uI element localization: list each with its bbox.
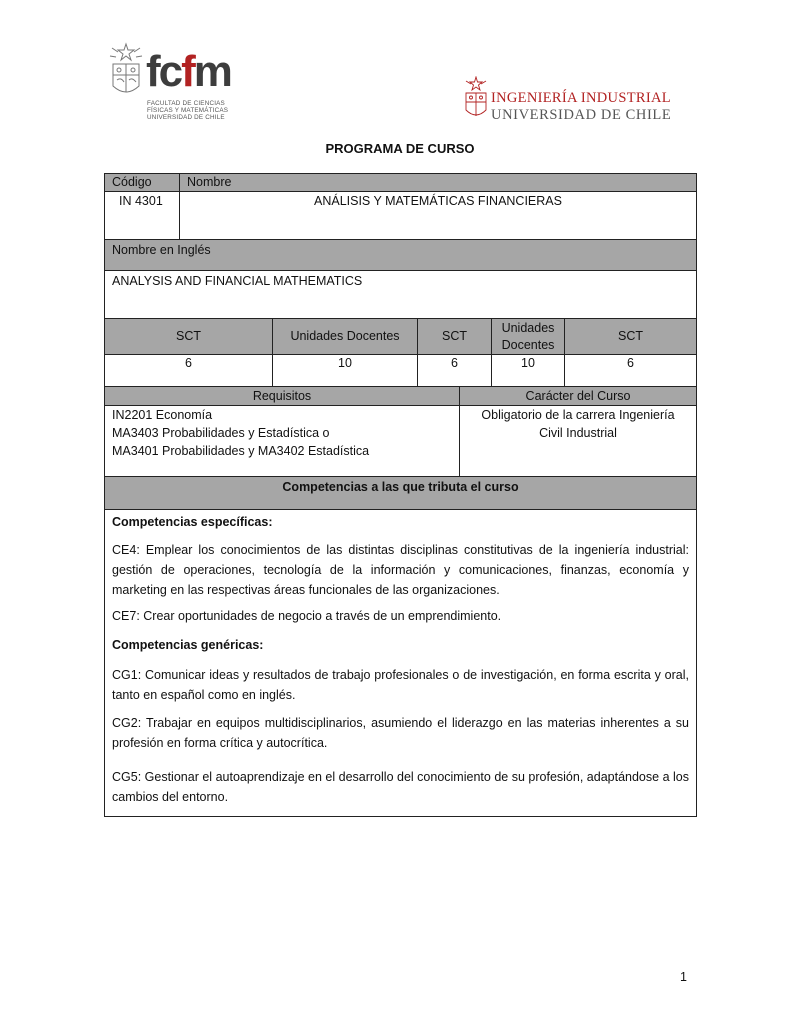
competency-cg2: CG2: Trabajar en equipos multidisciplinarios, asumiendo el liderazgo en las materias inherentes a su profesión en forma crítica y autocrítica. [112, 716, 689, 750]
code-header-cell [104, 173, 180, 192]
department-title: INGENIERÍA INDUSTRIAL [491, 90, 671, 106]
page-number: 1 [680, 970, 687, 984]
competency-cg5: CG5: Gestionar el autoaprendizaje en el desarrollo del conocimiento de su profesión, adaptándose a los cambios del entorno. [112, 770, 689, 804]
competency-cg1: CG1: Comunicar ideas y resultados de trabajo profesionales o de investigación, en forma escrita y oral, tanto en español como en inglés. [112, 668, 689, 702]
requisites-value-cell [104, 405, 460, 477]
english-name-header-cell [104, 239, 697, 271]
specific-heading: Competencias específicas: [112, 515, 273, 529]
name-value-cell [179, 191, 697, 240]
credits-value-cell [272, 354, 418, 387]
code-value-cell [104, 191, 180, 240]
credits-header: Unidades Docentes [290, 329, 400, 343]
credits-header: Unidades Docentes [501, 321, 555, 352]
ingenieria-industrial-logo [463, 76, 673, 124]
english-name-value-cell [104, 270, 697, 319]
competencies-header-cell [104, 476, 697, 510]
english-name: ANALYSIS AND FINANCIAL MATHEMATICS [112, 274, 363, 288]
character-value-cell [459, 405, 697, 477]
credits-value-cell [104, 354, 273, 387]
credits-header-cell [272, 318, 418, 355]
generic-heading: Competencias genéricas: [112, 638, 264, 652]
university-seal-icon [463, 76, 489, 122]
credits-value: 10 [338, 356, 352, 370]
credits-value: 6 [185, 356, 192, 370]
credits-header: SCT [618, 329, 643, 343]
credits-header-cell [104, 318, 273, 355]
course-code: IN 4301 [119, 194, 163, 208]
credits-value-cell [564, 354, 697, 387]
character-label: Carácter del Curso [525, 389, 631, 403]
requisite-item: MA3403 Probabilidades y Estadística o [112, 426, 330, 440]
credits-header: SCT [442, 329, 467, 343]
credits-header-cell [491, 318, 565, 355]
name-label: Nombre [187, 175, 232, 189]
competency-ce4: CE4: Emplear los conocimientos de las distintas disciplinas constitutivas de la ingeniería industrial: gestión de operaciones, tecnología de la información y comunicaciones, finanzas, economía y marketing en las respectivas áreas funcionales de las organizaciones. [112, 543, 689, 597]
credits-value: 6 [627, 356, 634, 370]
course-name: ANÁLISIS Y MATEMÁTICAS FINANCIERAS [314, 194, 562, 208]
university-seal-icon [108, 42, 144, 100]
credits-header: SCT [176, 329, 201, 343]
requisite-item: MA3401 Probabilidades y MA3402 Estadística [112, 444, 370, 458]
university-name: UNIVERSIDAD DE CHILE [491, 107, 672, 123]
credits-header-cell [417, 318, 492, 355]
course-character: Obligatorio de la carrera Ingeniería Civil Industrial [481, 408, 675, 440]
fcfm-logo [108, 42, 238, 126]
credits-value-cell [417, 354, 492, 387]
requisite-item: IN2201 Economía [112, 408, 213, 422]
fcfm-subtitle: FACULTAD DE CIENCIAS FÍSICAS Y MATEMÁTICAS UNIVERSIDAD DE CHILE [147, 100, 229, 121]
document-title: PROGRAMA DE CURSO [325, 141, 475, 156]
competency-ce7: CE7: Crear oportunidades de negocio a través de un emprendimiento. [112, 609, 502, 623]
code-label: Código [112, 175, 152, 189]
requisites-header-cell [104, 386, 460, 406]
requisites-label: Requisitos [252, 389, 312, 403]
character-header-cell [459, 386, 697, 406]
competencies-label: Competencias a las que tributa el curso [282, 480, 519, 494]
credits-value: 6 [451, 356, 458, 370]
fcfm-wordmark: fcfm [146, 47, 231, 96]
credits-header-cell [564, 318, 697, 355]
credits-value-cell [491, 354, 565, 387]
name-header-cell [179, 173, 697, 192]
competencies-box [104, 509, 697, 817]
english-name-label: Nombre en Inglés [112, 243, 211, 257]
credits-value: 10 [521, 356, 535, 370]
